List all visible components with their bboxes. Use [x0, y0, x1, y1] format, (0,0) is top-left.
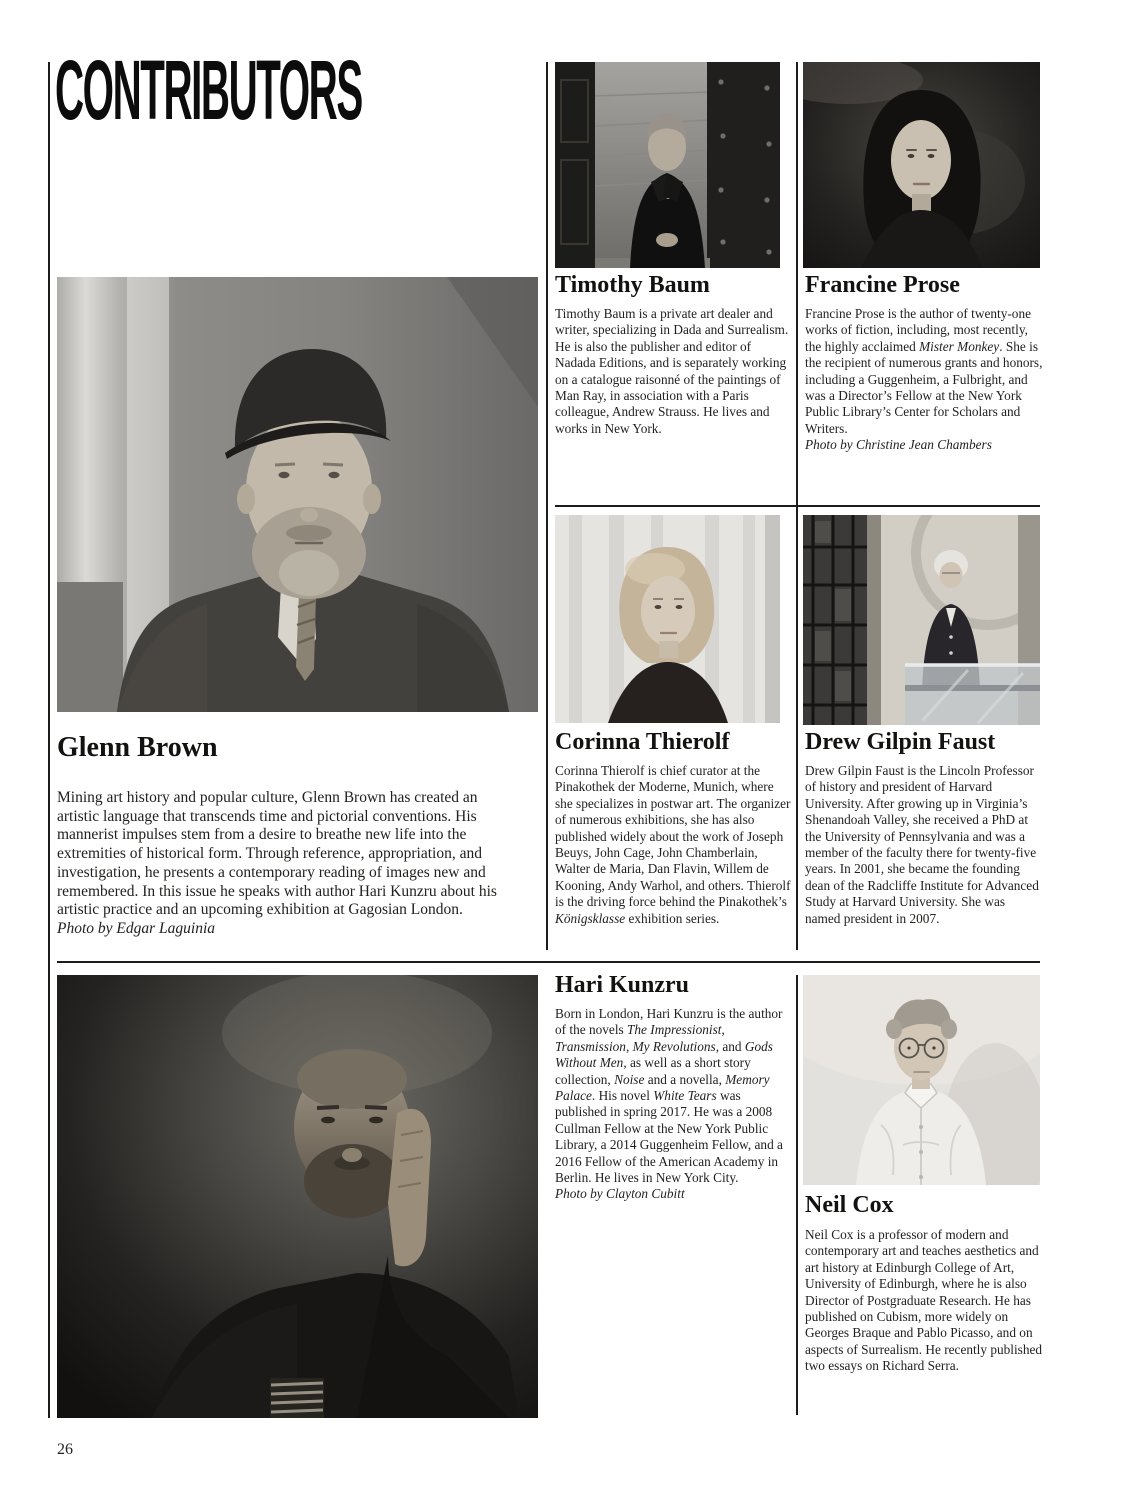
contributor-name: Hari Kunzru: [555, 972, 690, 998]
contributor-bio: [555, 1006, 793, 1203]
contributor-bio: Timothy Baum is a private art dealer and writer, specializing in Dada and Surrealism. He is also the publisher and editor of Nadada Editions, and is separately working on a catalogue raisonné of the paintings of Man Ray, in association with a Paris colleague, Andrew Strauss. He lives and works in New York.: [555, 306, 789, 436]
photo-credit: Photo by Edgar Laguinia: [57, 919, 216, 937]
contributor-bio: Corinna Thierolf is chief curator at the Pinakothek der Moderne, Munich, where she specializes in postwar art. The organizer of numerous exhibitions, she has also published widely about the work of Joseph Beuys, John Cage, John Chamberlain, Walter de Maria, Dan Flavin, Willem de Kooning, Andy Warhol, and others. Thierolf is the driving force behind the Pinakothek’s Königsklasse exhibition series.: [555, 763, 791, 926]
bio-text: Mining art history and popular culture, Glenn Brown has created an artistic language that transcends time and pictorial conventions. His mannerist impulses stem from a desire to breathe new life into the extremities of historical form. Through reference, appropriation, and investigation, he presents a contemporary reading of images new and remembered. In this issue he speaks with author Hari Kunzru about his artistic practice and an upcoming exhibition at Gagosian London.: [57, 789, 497, 919]
contributor-bio: [805, 306, 1043, 454]
contributor-name: Glenn Brown: [57, 732, 218, 763]
section-divider-top: [555, 505, 1040, 507]
neil-cox-photo: [803, 975, 1040, 1185]
glenn-brown-photo: [57, 277, 538, 712]
corinna-thierolf-photo: [555, 515, 780, 723]
contributor-bio: [57, 789, 519, 939]
hari-kunzru-photo: [57, 975, 538, 1418]
section-divider-bottom: [57, 961, 1040, 963]
photo-credit: Photo by Clayton Cubitt: [555, 1186, 685, 1202]
contributor-bio: Drew Gilpin Faust is the Lincoln Professor of history and president of Harvard University. After growing up in Virginia’s Shenandoah Valley, she received a PhD at the University of Pennsylvania and was a member of the faculty there for twenty-five years. In 2001, she became the founding dean of the Radcliffe Institute for Advanced Study at Harvard University. She was named president in 2007.: [805, 763, 1039, 926]
drew-gilpin-faust-photo: [803, 515, 1040, 725]
contributor-name: Francine Prose: [805, 272, 960, 298]
contributor-name: Timothy Baum: [555, 272, 710, 298]
timothy-baum-photo: [555, 62, 780, 268]
middle-column-rule: [546, 62, 548, 950]
page-title: CONTRIBUTORS: [55, 43, 362, 137]
bio-text: Born in London, Hari Kunzru is the author of the novels The Impressionist, Transmission, My Revolutions, and Gods Without Men, as well as a short story collection, Noise and a novella, Memory Palace. His novel White Tears was published in spring 2017. He was a 2008 Cullman Fellow at the New York Public Library, a 2014 Guggenheim Fellow, and a 2016 Fellow of the American Academy in Berlin. He lives in New York City.: [555, 1006, 783, 1186]
left-column-rule: [48, 62, 50, 1418]
francine-prose-photo: [803, 62, 1040, 268]
contributor-name: Drew Gilpin Faust: [805, 729, 996, 755]
right-column-rule-bottom: [796, 975, 798, 1415]
page-number: 26: [57, 1441, 73, 1458]
contributor-name: Neil Cox: [805, 1192, 894, 1218]
contributor-name: Corinna Thierolf: [555, 729, 730, 755]
bio-text: Francine Prose is the author of twenty-one works of fiction, including, most recently, the highly acclaimed Mister Monkey. She is the recipient of numerous grants and honors, including a Guggenheim, a Fulbright, and was a Director’s Fellow at the New York Public Library’s Center for Scholars and Writers.: [805, 306, 1043, 436]
photo-credit: Photo by Christine Jean Chambers: [805, 437, 992, 453]
contributor-bio: Neil Cox is a professor of modern and contemporary art and teaches aesthetics and art history at Edinburgh College of Art, University of Edinburgh, where he is also Director of Postgraduate Research. He has published on Cubism, more widely on Georges Braque and Pablo Picasso, and on aspects of Surrealism. He recently published two essays on Richard Serra.: [805, 1227, 1043, 1374]
